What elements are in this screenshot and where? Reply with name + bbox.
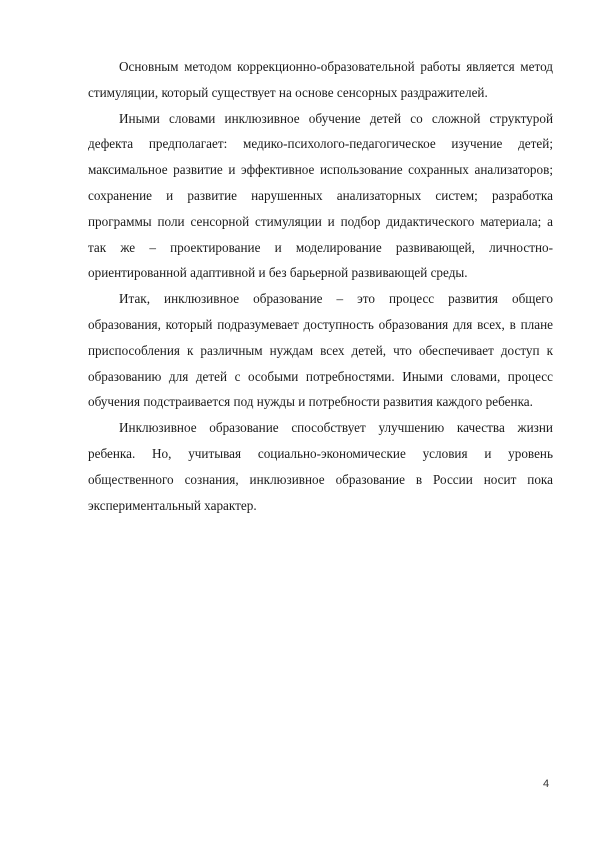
paragraph-3: Итак, инклюзивное образование – это процесс развития общего образования, который подразумевает доступность образования для всех, в плане приспособления к различным нуждам всех детей, что обеспечивает доступ к образованию для детей с особыми потребностями. Иными словами, процесс обучения подстраивается под нужды и потребности развития каждого ребенка. (88, 291, 553, 410)
paragraph-4: Инклюзивное образование способствует улучшению качества жизни ребенка. Но, учитывая социально-экономические условия и уровень общественного сознания, инклюзивное образование в России носит пока экспериментальный характер. (88, 420, 553, 513)
paragraph-1: Основным методом коррекционно-образовательной работы является метод стимуляции, который существует на основе сенсорных раздражителей. (88, 59, 553, 100)
page-number: 4 (543, 778, 550, 790)
document-body (88, 54, 553, 518)
paragraph-2: Иными словами инклюзивное обучение детей со сложной структурой дефекта предполагает: медико-психолого-педагогическое изучение детей; максимальное развитие и эффективное использование сохранных анализаторов; сохранение и развитие нарушенных анализаторных систем; разработка программы поли сенсорной стимуляции и подбор дидактического материала; а так же – проектирование и моделирование развивающей, личностно-ориентированной адаптивной и без барьерной развивающей среды. (88, 110, 553, 281)
